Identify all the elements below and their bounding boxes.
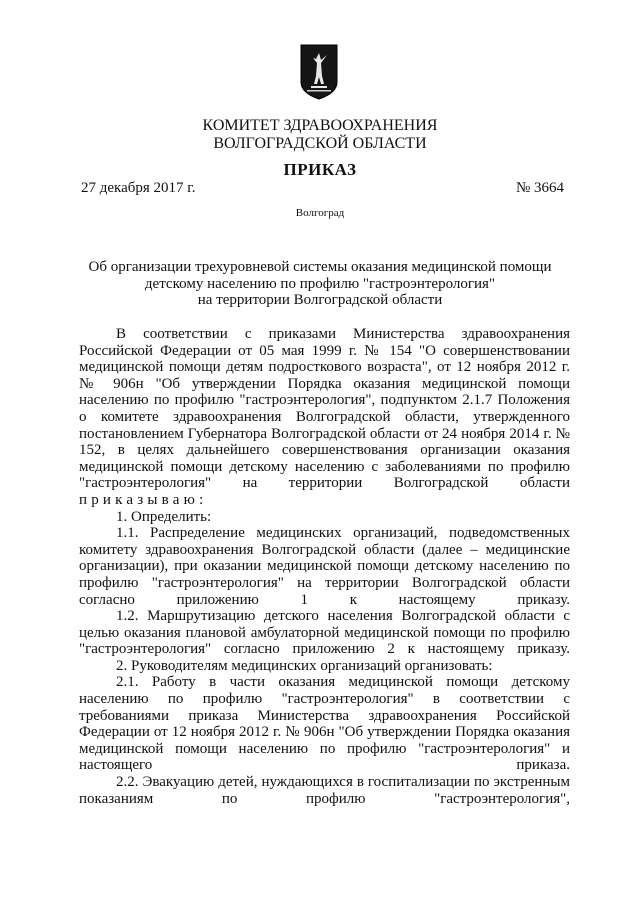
coat-of-arms-icon [300, 44, 338, 100]
title-line-1: Об организации трехуровневой системы оказания медицинской помощи [88, 259, 552, 275]
document-date: 27 декабря 2017 г. [81, 180, 196, 196]
item-2-1: 2.1. Работу в части оказания медицинской помощи детскому населению по профилю "гастроэнтерология" в соответствии с требованиями приказа Министерства здравоохранения Российской Федерации от 12 ноября 2012 г. № 906н "Об утверждении Порядка оказания медицинской помощи населению по профилю "гастроэнтерология" и настоящего приказа. [79, 674, 570, 774]
item-1-1: 1.1. Распределение медицинских организаций, подведомственных комитету здравоохранения Волгоградской области (далее – медицинские организации), при оказании медицинской помощи детскому населению по профилю "гастроэнтерология" на территории Волгоградской области согласно приложению 1 к настоящему приказу. [79, 525, 570, 608]
document-number: № 3664 [516, 180, 565, 196]
document-body [79, 326, 570, 807]
document-city: Волгоград [295, 207, 345, 219]
item-1: 1. Определить: [116, 508, 212, 525]
organization-name-line-2: ВОЛГОГРАДСКОЙ ОБЛАСТИ [213, 135, 427, 152]
document-title [80, 259, 560, 309]
item-1-2: 1.2. Маршрутизацию детского населения Волгоградской области с целью оказания плановой амбулаторной медицинской помощи по профилю "гастроэнтерология" согласно приложению 2 к настоящему приказу. [79, 608, 570, 658]
title-line-3: на территории Волгоградской области [197, 292, 443, 308]
item-2-2: 2.2. Эвакуацию детей, нуждающихся в госпитализации по экстренным показаниям по профилю "гастроэнтерология", [79, 774, 570, 807]
title-line-2: детскому населению по профилю "гастроэнтерология" [144, 275, 496, 292]
item-2: 2. Руководителям медицинских организаций организовать: [116, 657, 493, 674]
document-type-heading: ПРИКАЗ [283, 160, 357, 179]
preamble-paragraph: В соответствии с приказами Министерства здравоохранения Российской Федерации от 05 мая 1999 г. № 154 "О совершенствовании медицинской помощи детям подросткового возраста", от 12 ноября 2012 г. № 906н "Об утверждении Порядка оказания медицинской помощи населению по профилю "гастроэнтерология", подпунктом 2.1.7 Положения о комитете здравоохранения Волгоградской области, утвержденного постановлением Губернатора Волгоградской области от 24 ноября 2014 г. № 152, в целях дальнейшего совершенствования организации оказания медицинской помощи детскому населению с заболеваниями по профилю "гастроэнтерология" на территории Волгоградской области [79, 326, 570, 492]
order-word: приказываю: [79, 491, 208, 508]
organization-name-line-1: КОМИТЕТ ЗДРАВООХРАНЕНИЯ [202, 117, 438, 134]
